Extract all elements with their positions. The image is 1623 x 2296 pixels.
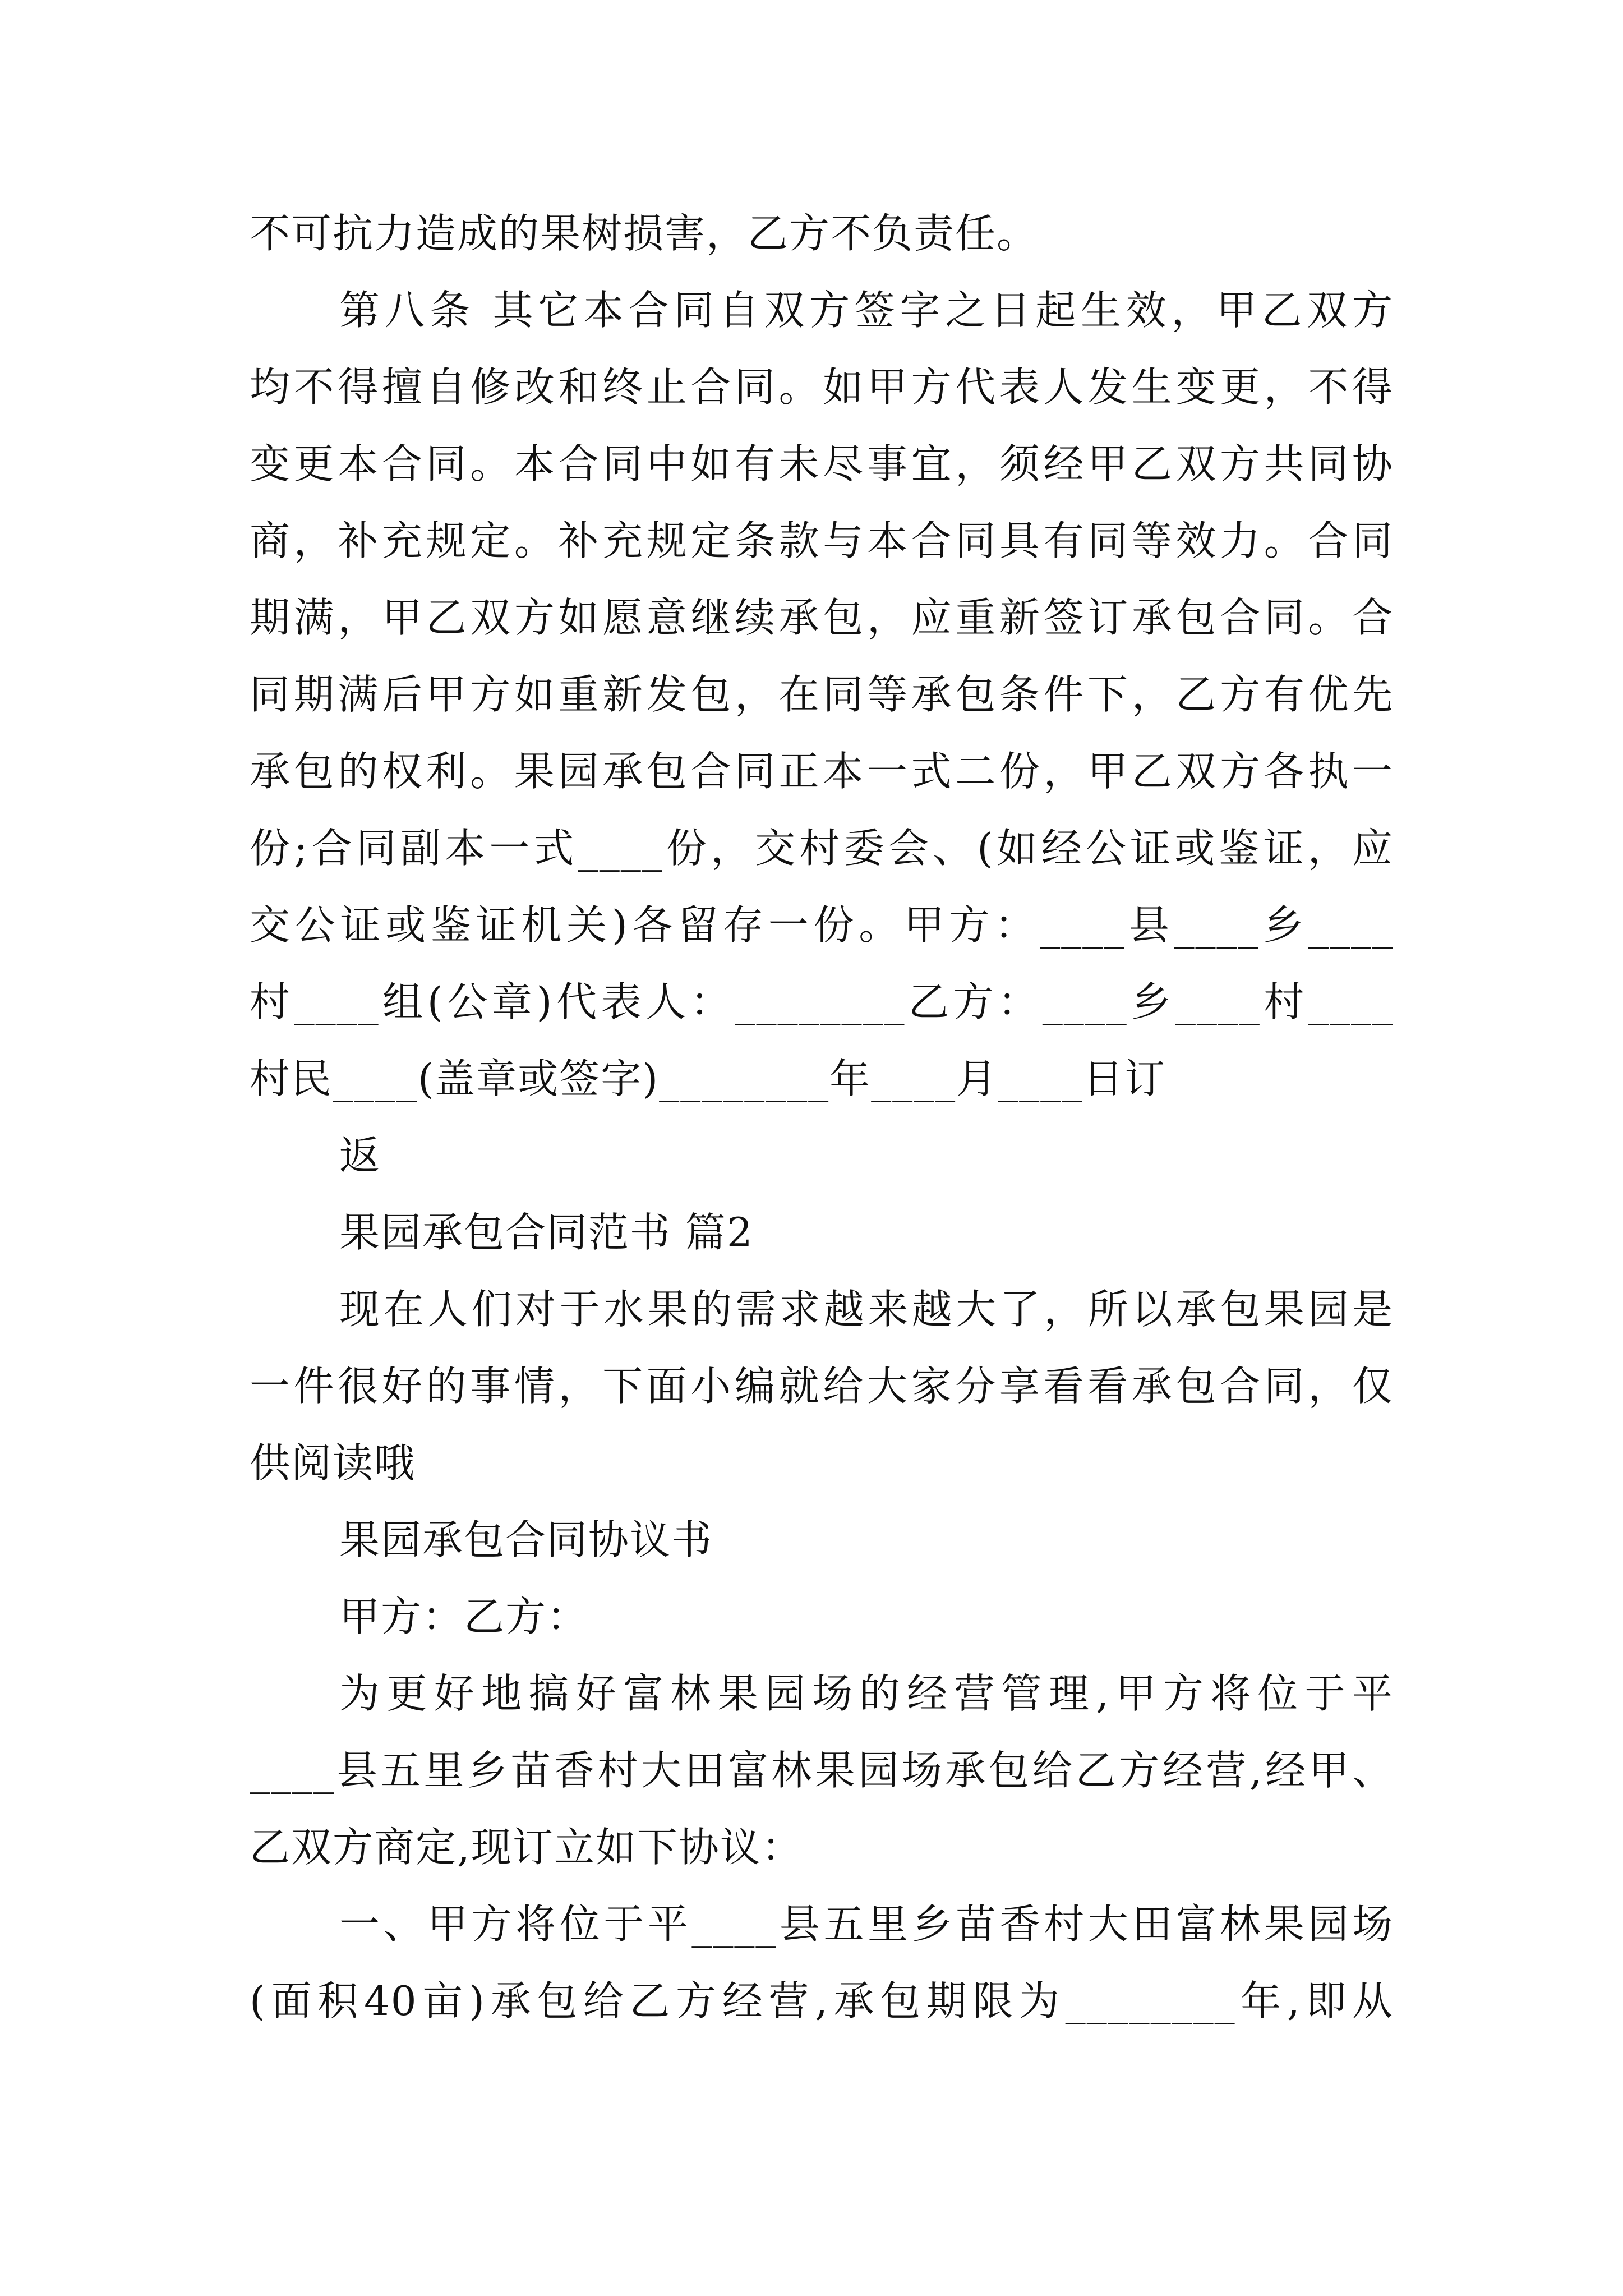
text-line: 为更好地搞好富林果园场的经营管理,甲方将位于平 — [339, 1670, 1394, 1717]
text-line: 不可抗力造成的果树损害，乙方不负责任。 — [250, 210, 1039, 257]
section-heading: 果园承包合同协议书 — [339, 1516, 713, 1563]
text-line: 同期满后甲方如重新发包，在同等承包条件下，乙方有优先 — [250, 671, 1394, 718]
text-line: 供阅读哦 — [250, 1439, 416, 1487]
text-line: 第八条 其它本合同自双方签字之日起生效，甲乙双方 — [339, 287, 1394, 334]
text-line: 村____组(公章)代表人：________乙方：____乡____村____ — [250, 978, 1394, 1025]
text-line: 一件很好的事情，下面小编就给大家分享看看承包合同，仅 — [250, 1363, 1394, 1410]
text-line: 乙双方商定,现订立如下协议： — [250, 1824, 803, 1871]
text-line: 现在人们对于水果的需求越来越大了，所以承包果园是 — [339, 1286, 1394, 1333]
document-body — [250, 195, 1394, 2040]
text-line: 期满，甲乙双方如愿意继续承包，应重新签订承包合同。合 — [250, 594, 1394, 641]
text-line: 返 — [339, 1132, 381, 1179]
text-line: 份;合同副本一式____份，交村委会、(如经公证或鉴证，应 — [250, 825, 1394, 872]
text-line: 商，补充规定。补充规定条款与本合同具有同等效力。合同 — [250, 517, 1394, 564]
section-heading: 果园承包合同范书 篇2 — [339, 1209, 754, 1256]
text-line: 交公证或鉴证机关)各留存一份。甲方：____县____乡____ — [250, 901, 1394, 949]
text-line: 变更本合同。本合同中如有未尽事宜，须经甲乙双方共同协 — [250, 440, 1394, 487]
text-line: ____县五里乡苗香村大田富林果园场承包给乙方经营,经甲、 — [250, 1747, 1394, 1794]
text-line: 承包的权利。果园承包合同正本一式二份，甲乙双方各执一 — [250, 748, 1394, 795]
text-line: 均不得擅自修改和终止合同。如甲方代表人发生变更，不得 — [250, 364, 1394, 411]
text-line: 甲方：乙方： — [339, 1593, 589, 1640]
text-line: 村民____(盖章或签字)________年____月____日订 — [250, 1055, 1166, 1102]
text-line: (面积40亩)承包给乙方经营,承包期限为________年,即从 — [250, 1977, 1394, 2024]
text-line: 一、甲方将位于平____县五里乡苗香村大田富林果园场 — [339, 1901, 1394, 1948]
